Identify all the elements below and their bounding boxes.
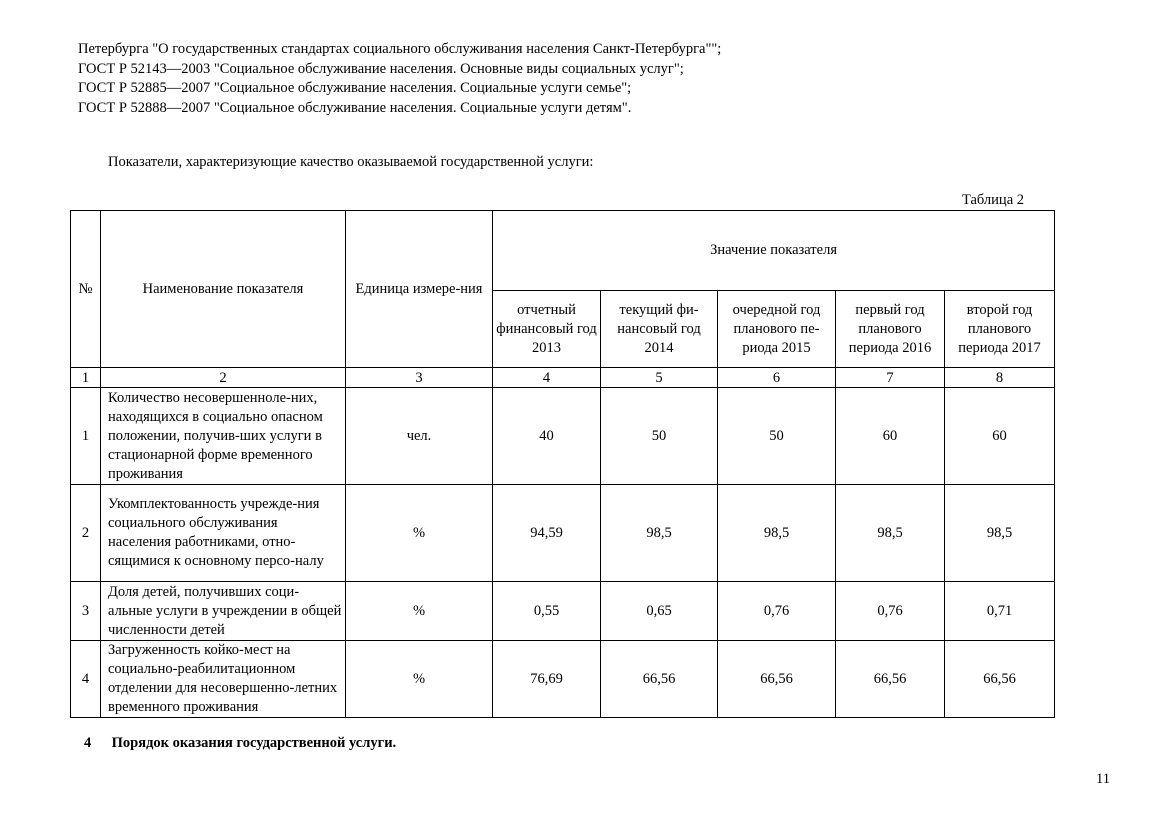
indicator-value: 66,56 [945, 641, 1055, 718]
indicator-name: Количество несовершенноле-них, находящихся в социально опасном положении, получив-ших услуги в стационарной форме временного проживания [101, 388, 346, 485]
column-number: 3 [346, 368, 493, 388]
indicator-unit: чел. [346, 388, 493, 485]
row-number: 3 [71, 582, 101, 641]
table-row [71, 388, 1055, 485]
indicator-unit: % [346, 485, 493, 582]
column-number: 5 [601, 368, 718, 388]
column-number-row [71, 368, 1055, 388]
indicator-value: 98,5 [836, 485, 945, 582]
column-number: 6 [718, 368, 836, 388]
column-number: 1 [71, 368, 101, 388]
column-number: 4 [493, 368, 601, 388]
table-row [71, 485, 1055, 582]
header-value-group: Значение показателя [493, 211, 1055, 291]
page-number: 11 [1096, 771, 1110, 787]
intro-line: ГОСТ Р 52885—2007 "Социальное обслуживание населения. Социальные услуги семье"; [78, 80, 632, 96]
indicator-value: 66,56 [836, 641, 945, 718]
indicator-value: 98,5 [601, 485, 718, 582]
header-period: текущий фи-нансовый год 2014 [601, 291, 718, 368]
intro-line: ГОСТ Р 52143—2003 "Социальное обслуживание населения. Основные виды социальных услуг"; [78, 60, 684, 77]
column-number: 8 [945, 368, 1055, 388]
indicator-value: 60 [945, 388, 1055, 485]
intro-line: ГОСТ Р 52888—2007 "Социальное обслуживание населения. Социальные услуги детям". [78, 99, 632, 116]
section-heading [84, 735, 396, 752]
header-period: очередной год планового пе-риода 2015 [718, 291, 836, 368]
indicator-value: 0,76 [836, 582, 945, 641]
header-num: № [71, 211, 101, 368]
row-number: 2 [71, 485, 101, 582]
indicator-unit: % [346, 582, 493, 641]
indicator-value: 98,5 [718, 485, 836, 582]
table-header-row [71, 211, 1055, 291]
header-period: отчетный финансовый год 2013 [493, 291, 601, 368]
row-number: 1 [71, 388, 101, 485]
header-name: Наименование показателя [101, 211, 346, 368]
indicator-value: 76,69 [493, 641, 601, 718]
intro-text [78, 40, 721, 118]
indicator-name: Укомплектованность учрежде-ния социального обслуживания населения работниками, отно-сящимися к основному персо-налу [101, 485, 346, 582]
section-title: Порядок оказания государственной услуги. [111, 735, 397, 751]
header-period: второй год планового периода 2017 [945, 291, 1055, 368]
indicator-name: Доля детей, получивших соци-альные услуги в учреждении в общей численности детей [101, 582, 346, 641]
header-unit: Единица измере-ния [346, 211, 493, 368]
indicator-unit: % [346, 641, 493, 718]
intro-line: Петербурга "О государственных стандартах социального обслуживания населения Санкт-Петербурга""; [78, 41, 722, 57]
indicator-value: 50 [601, 388, 718, 485]
table-row [71, 582, 1055, 641]
indicator-value: 0,55 [493, 582, 601, 641]
indicator-value: 98,5 [945, 485, 1055, 582]
section-number: 4 [84, 735, 92, 751]
row-number: 4 [71, 641, 101, 718]
indicator-value: 60 [836, 388, 945, 485]
indicator-value: 94,59 [493, 485, 601, 582]
indicators-table [70, 210, 1055, 718]
indicator-name: Загруженность койко-мест на социально-реабилитационном отделении для несовершенно-летних временного проживания [101, 641, 346, 718]
indicator-value: 40 [493, 388, 601, 485]
header-period: первый год планового периода 2016 [836, 291, 945, 368]
indicator-value: 0,71 [945, 582, 1055, 641]
table-row [71, 641, 1055, 718]
indicator-value: 66,56 [718, 641, 836, 718]
column-number: 2 [101, 368, 346, 388]
indicator-value: 50 [718, 388, 836, 485]
table-label: Таблица 2 [961, 192, 1024, 208]
indicator-value: 0,76 [718, 582, 836, 641]
quality-caption: Показатели, характеризующие качество оказываемой государственной услуги: [108, 154, 594, 170]
indicator-value: 66,56 [601, 641, 718, 718]
indicator-value: 0,65 [601, 582, 718, 641]
column-number: 7 [836, 368, 945, 388]
